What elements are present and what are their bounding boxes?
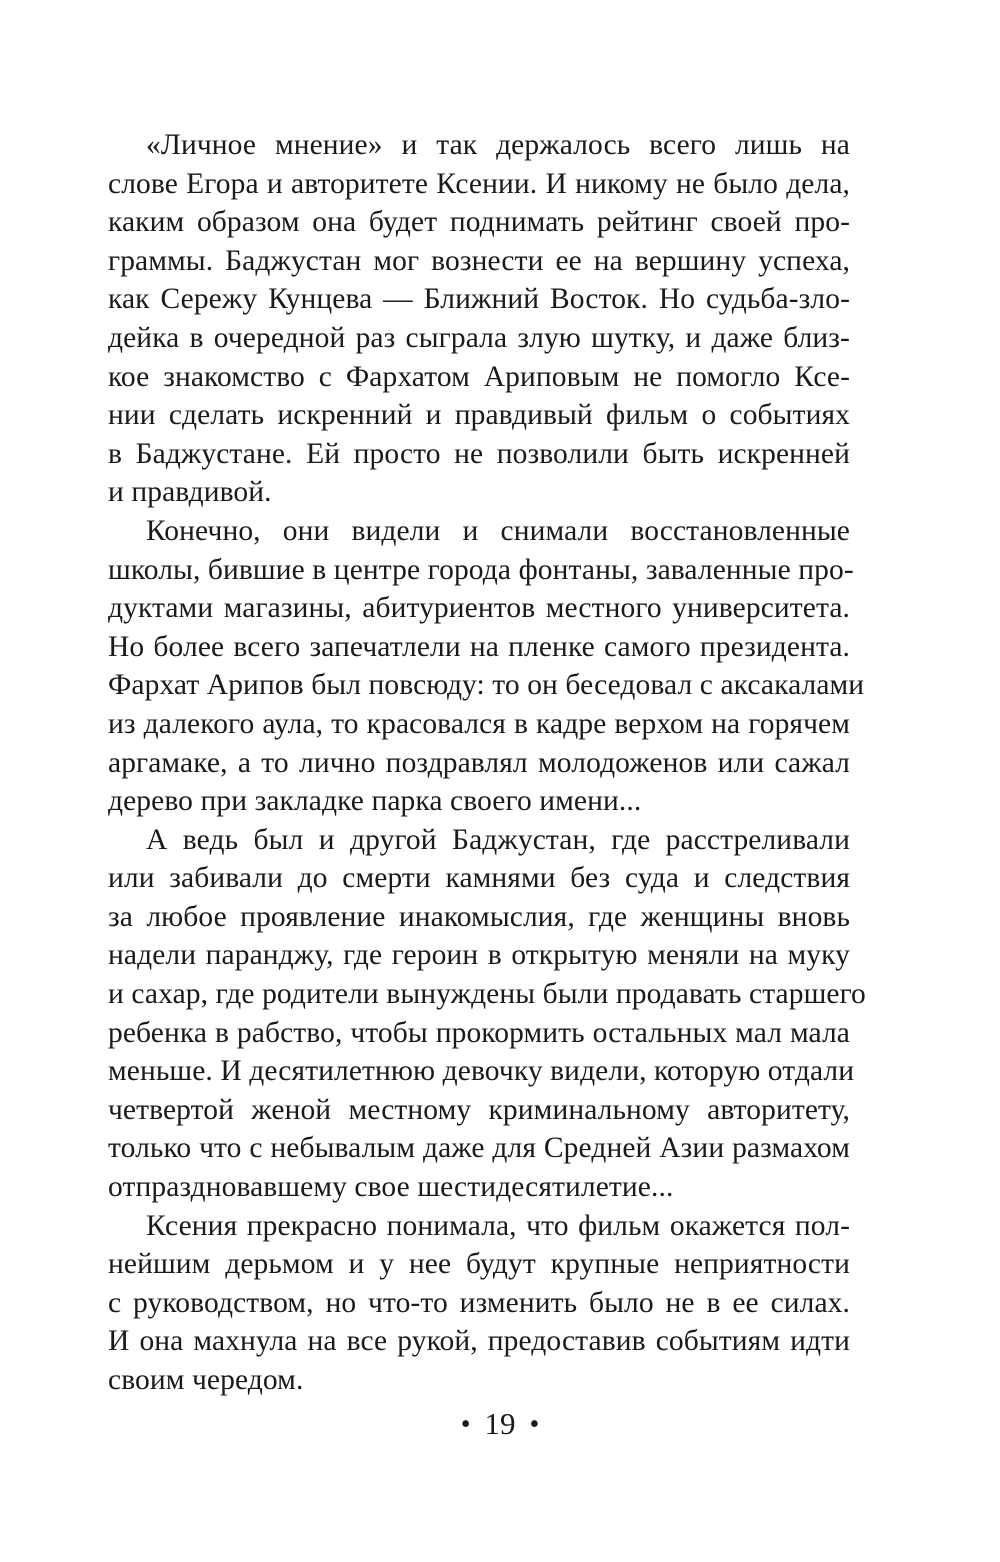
- text-line: нии сделать искренний и правдивый фильм о событиях: [108, 399, 850, 432]
- text-line: Ксения прекрасно понимала, что фильм окажется пол-: [146, 1209, 850, 1242]
- page-number: 19: [484, 1406, 516, 1441]
- text-line: Конечно, они видели и снимали восстановленные: [146, 514, 850, 547]
- text-line: дуктами магазины, абитуриентов местного университета.: [108, 592, 850, 625]
- text-line: Фархат Арипов был повсюду: то он беседовал с аксакалами: [108, 669, 865, 702]
- text-line: четвертой женой местному криминальному авторитету,: [108, 1093, 850, 1126]
- text-line: «Личное мнение» и так держалось всего лишь на: [146, 129, 850, 161]
- text-line: А ведь был и другой Баджустан, где расстреливали: [146, 823, 850, 856]
- text-line: как Сережу Кунцева — Ближний Восток. Но судьба-зло-: [108, 283, 850, 316]
- text-line: из далекого аула, то красовался в кадре верхом на горячем: [108, 707, 850, 740]
- text-line: и правдивой.: [108, 476, 272, 509]
- body-text: [108, 126, 866, 1400]
- text-line: за любое проявление инакомыслия, где женщины вновь: [108, 900, 850, 933]
- text-line: аргамаке, а то лично поздравлял молодоженов или сажал: [108, 746, 850, 779]
- text-line: или забивали до смерти камнями без суда и следствия: [108, 862, 850, 895]
- page-footer: [0, 1400, 1000, 1448]
- text-line: И она махнула на все рукой, предоставив событиям идти: [108, 1325, 850, 1358]
- text-line: ребенка в рабство, чтобы прокормить остальных мал мала: [108, 1016, 850, 1049]
- text-line: только что с небывалым даже для Средней Азии размахом: [108, 1132, 850, 1165]
- text-line: дерево при закладке парка своего имени...: [108, 785, 642, 818]
- text-line: отпраздновавшему свое шестидесятилетие...: [108, 1171, 674, 1204]
- paragraph-2: [108, 512, 865, 821]
- text-line: каким образом она будет поднимать рейтинг своей про-: [108, 206, 850, 239]
- paragraph-3: [108, 821, 866, 1207]
- text-line: кое знакомство с Фархатом Ариповым не помогло Ксе-: [108, 360, 850, 393]
- text-line: граммы. Баджустан мог вознести ее на вершину успеха,: [108, 244, 850, 277]
- bullet-right-icon: •: [529, 1409, 540, 1440]
- text-line: в Баджустане. Ей просто не позволили быть искренней: [108, 437, 850, 470]
- text-line: и сахар, где родители вынуждены были продавать старшего: [108, 978, 866, 1011]
- text-line: нейшим дерьмом и у нее будут крупные неприятности: [108, 1248, 850, 1281]
- text-line: надели паранджу, где героин в открытую меняли на муку: [108, 939, 850, 972]
- text-line: слове Егора и авторитете Ксении. И никому не было дела,: [108, 167, 850, 200]
- text-line: с руководством, но что-то изменить было не в ее силах.: [108, 1286, 850, 1319]
- text-line: своим чередом.: [108, 1364, 304, 1396]
- text-line: дейка в очередной раз сыграла злую шутку, и даже близ-: [108, 321, 850, 354]
- paragraph-4: [108, 1207, 850, 1400]
- text-line: школы, бившие в центре города фонтаны, заваленные про-: [108, 553, 854, 586]
- bullet-left-icon: •: [460, 1409, 471, 1440]
- text-line: Но более всего запечатлели на пленке самого президента.: [108, 630, 850, 663]
- text-line: меньше. И десятилетнюю девочку видели, которую отдали: [108, 1055, 855, 1088]
- paragraph-1: [108, 126, 850, 512]
